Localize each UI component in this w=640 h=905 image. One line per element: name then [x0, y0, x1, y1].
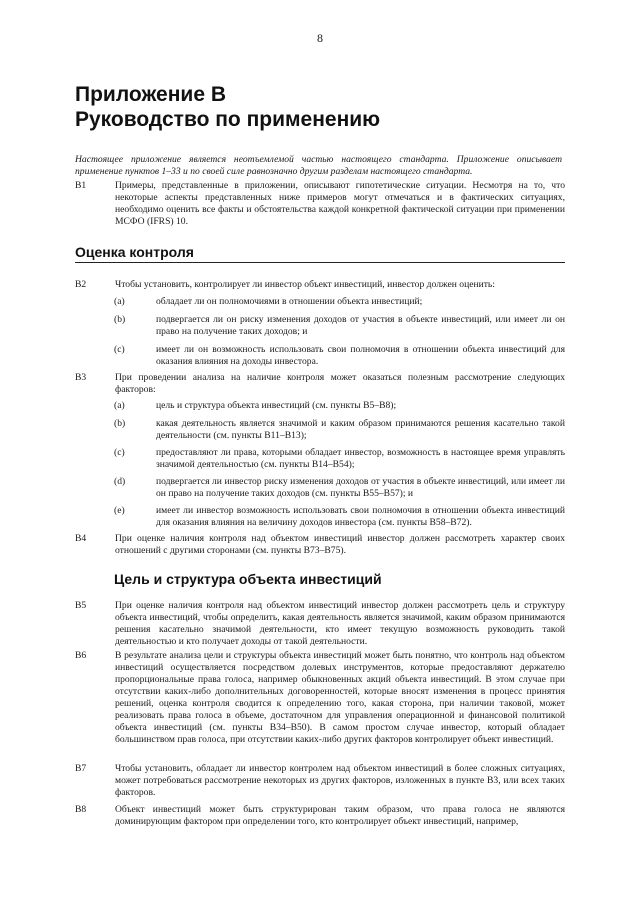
paragraph-number: B7 [75, 763, 87, 774]
list-item-text: подвергается ли он риску изменения доходов от участия в объекте инвестиций, или имеет ли он право на получение таких доходов; и [156, 314, 565, 337]
list-item-text: цель и структура объекта инвестиций (см. пункты B5–B8); [156, 400, 397, 411]
appendix-title [75, 82, 575, 132]
paragraph-text: В результате анализа цели и структуры объекта инвестиций может быть понятно, что контроль над объектом инвестиций осуществляется посредством долевых инструментов, которые предоставляют держателю пропорциональные права голоса, например обыкновенных акций объекта инвестиций. В этом случае при отсутствии каких-либо дополнительных договоренностей, которые вносят изменения в процесс принятия решений, оценка контроля сводится к определению того, какая сторона, при наличии таковой, может реализовать права голоса в объеме, достаточном для управления операционной и финансовой политикой объекта инвестиций (см. пункты B34–B50). В самом простом случае инвестор, который обладает большинством прав голоса, при отсутствии каких-либо других факторов контролирует объект инвестиций. [115, 650, 565, 745]
list-item-label: (a) [114, 400, 125, 411]
appendix-title-line-2: Руководство по применению [75, 108, 381, 131]
list-item-label: (d) [114, 476, 126, 487]
paragraph-number: B8 [75, 804, 87, 815]
section-divider [75, 262, 565, 263]
paragraph-text: Примеры, представленные в приложении, описывают гипотетические ситуации. Несмотря на то, что некоторые аспекты представленных ниже примеров могут отмечаться и в фактических ситуациях, необходимо оценить все факты и обстоятельства каждой конкретной фактической ситуации при применении МСФО (IFRS) 10. [115, 180, 565, 227]
list-item-label: (c) [114, 344, 125, 355]
list-item-text: имеет ли он возможность использовать свои полномочия в отношении объекта инвестиций для оказания влияния на доходы инвестора. [156, 344, 565, 367]
paragraph-text: При оценке наличия контроля над объектом инвестиций инвестор должен рассмотреть характер своих отношений с другими сторонами (см. пункты B73–B75). [115, 533, 565, 556]
list-item-text: подвергается ли инвестор риску изменения доходов от участия в объекте инвестиций, или имеет ли он право на получение таких доходов (см. пункты B55–B57); и [156, 476, 565, 499]
list-item-text: имеет ли инвестор возможность использовать свои полномочия в отношении объекта инвестиций для оказания влияния на величину доходов инвестора (см. пункты B58–B72). [156, 505, 565, 528]
intro-note: Настоящее приложение является неотъемлемой частью настоящего стандарта. Приложение описывает применение пунктов 1–33 и по своей силе равнозначно другим разделам настоящего стандарта. [75, 154, 562, 177]
paragraph-text: При проведении анализа на наличие контроля может оказаться полезным рассмотрение следующих факторов: [115, 372, 565, 395]
paragraph-number: B1 [75, 180, 87, 191]
page-number: 8 [317, 31, 323, 45]
paragraph-number: B2 [75, 279, 87, 290]
list-item-label: (e) [114, 505, 125, 516]
paragraph-text: Объект инвестиций может быть структурирован таким образом, что права голоса не являются доминирующим фактором при определении того, кто контролирует объект инвестиций, например, [115, 804, 565, 827]
list-item-label: (a) [114, 296, 125, 307]
list-item-label: (c) [114, 447, 125, 458]
paragraph-text: При оценке наличия контроля над объектом инвестиций инвестор должен рассмотреть цель и структуру объекта инвестиций, чтобы определить, какая деятельность является значимой, каким образом принимаются решения касательно значимой деятельности, кто имеет текущую возможность руководить такой деятельностью и кто получает доходы от такой деятельности. [115, 600, 565, 647]
section-heading-control-assessment: Оценка контроля [75, 244, 194, 260]
list-item-text: предоставляют ли права, которыми обладает инвестор, возможность в настоящее время управлять значимой деятельностью (см. пункты B14–B54); [156, 447, 565, 470]
list-item-label: (b) [114, 314, 126, 325]
paragraph-number: B3 [75, 372, 87, 383]
paragraph-number: B4 [75, 533, 87, 544]
paragraph-text: Чтобы установить, обладает ли инвестор контролем над объектом инвестиций в более сложных ситуациях, может потребоваться рассмотрение некоторых из других факторов, изложенных в пункте B3, или всех таких факторов. [115, 763, 565, 798]
list-item-label: (b) [114, 418, 126, 429]
list-item-text: обладает ли он полномочиями в отношении объекта инвестиций; [156, 296, 423, 307]
section-heading-purpose-design: Цель и структура объекта инвестиций [114, 571, 382, 587]
paragraph-text: Чтобы установить, контролирует ли инвестор объект инвестиций, инвестор должен оценить: [115, 279, 495, 290]
paragraph-number: B5 [75, 600, 87, 611]
appendix-title-line-1: Приложение В [75, 83, 227, 106]
paragraph-number: B6 [75, 650, 87, 661]
list-item-text: какая деятельность является значимой и каким образом принимаются решения касательно такой деятельности (см. пункты B11–B13); [156, 418, 565, 441]
